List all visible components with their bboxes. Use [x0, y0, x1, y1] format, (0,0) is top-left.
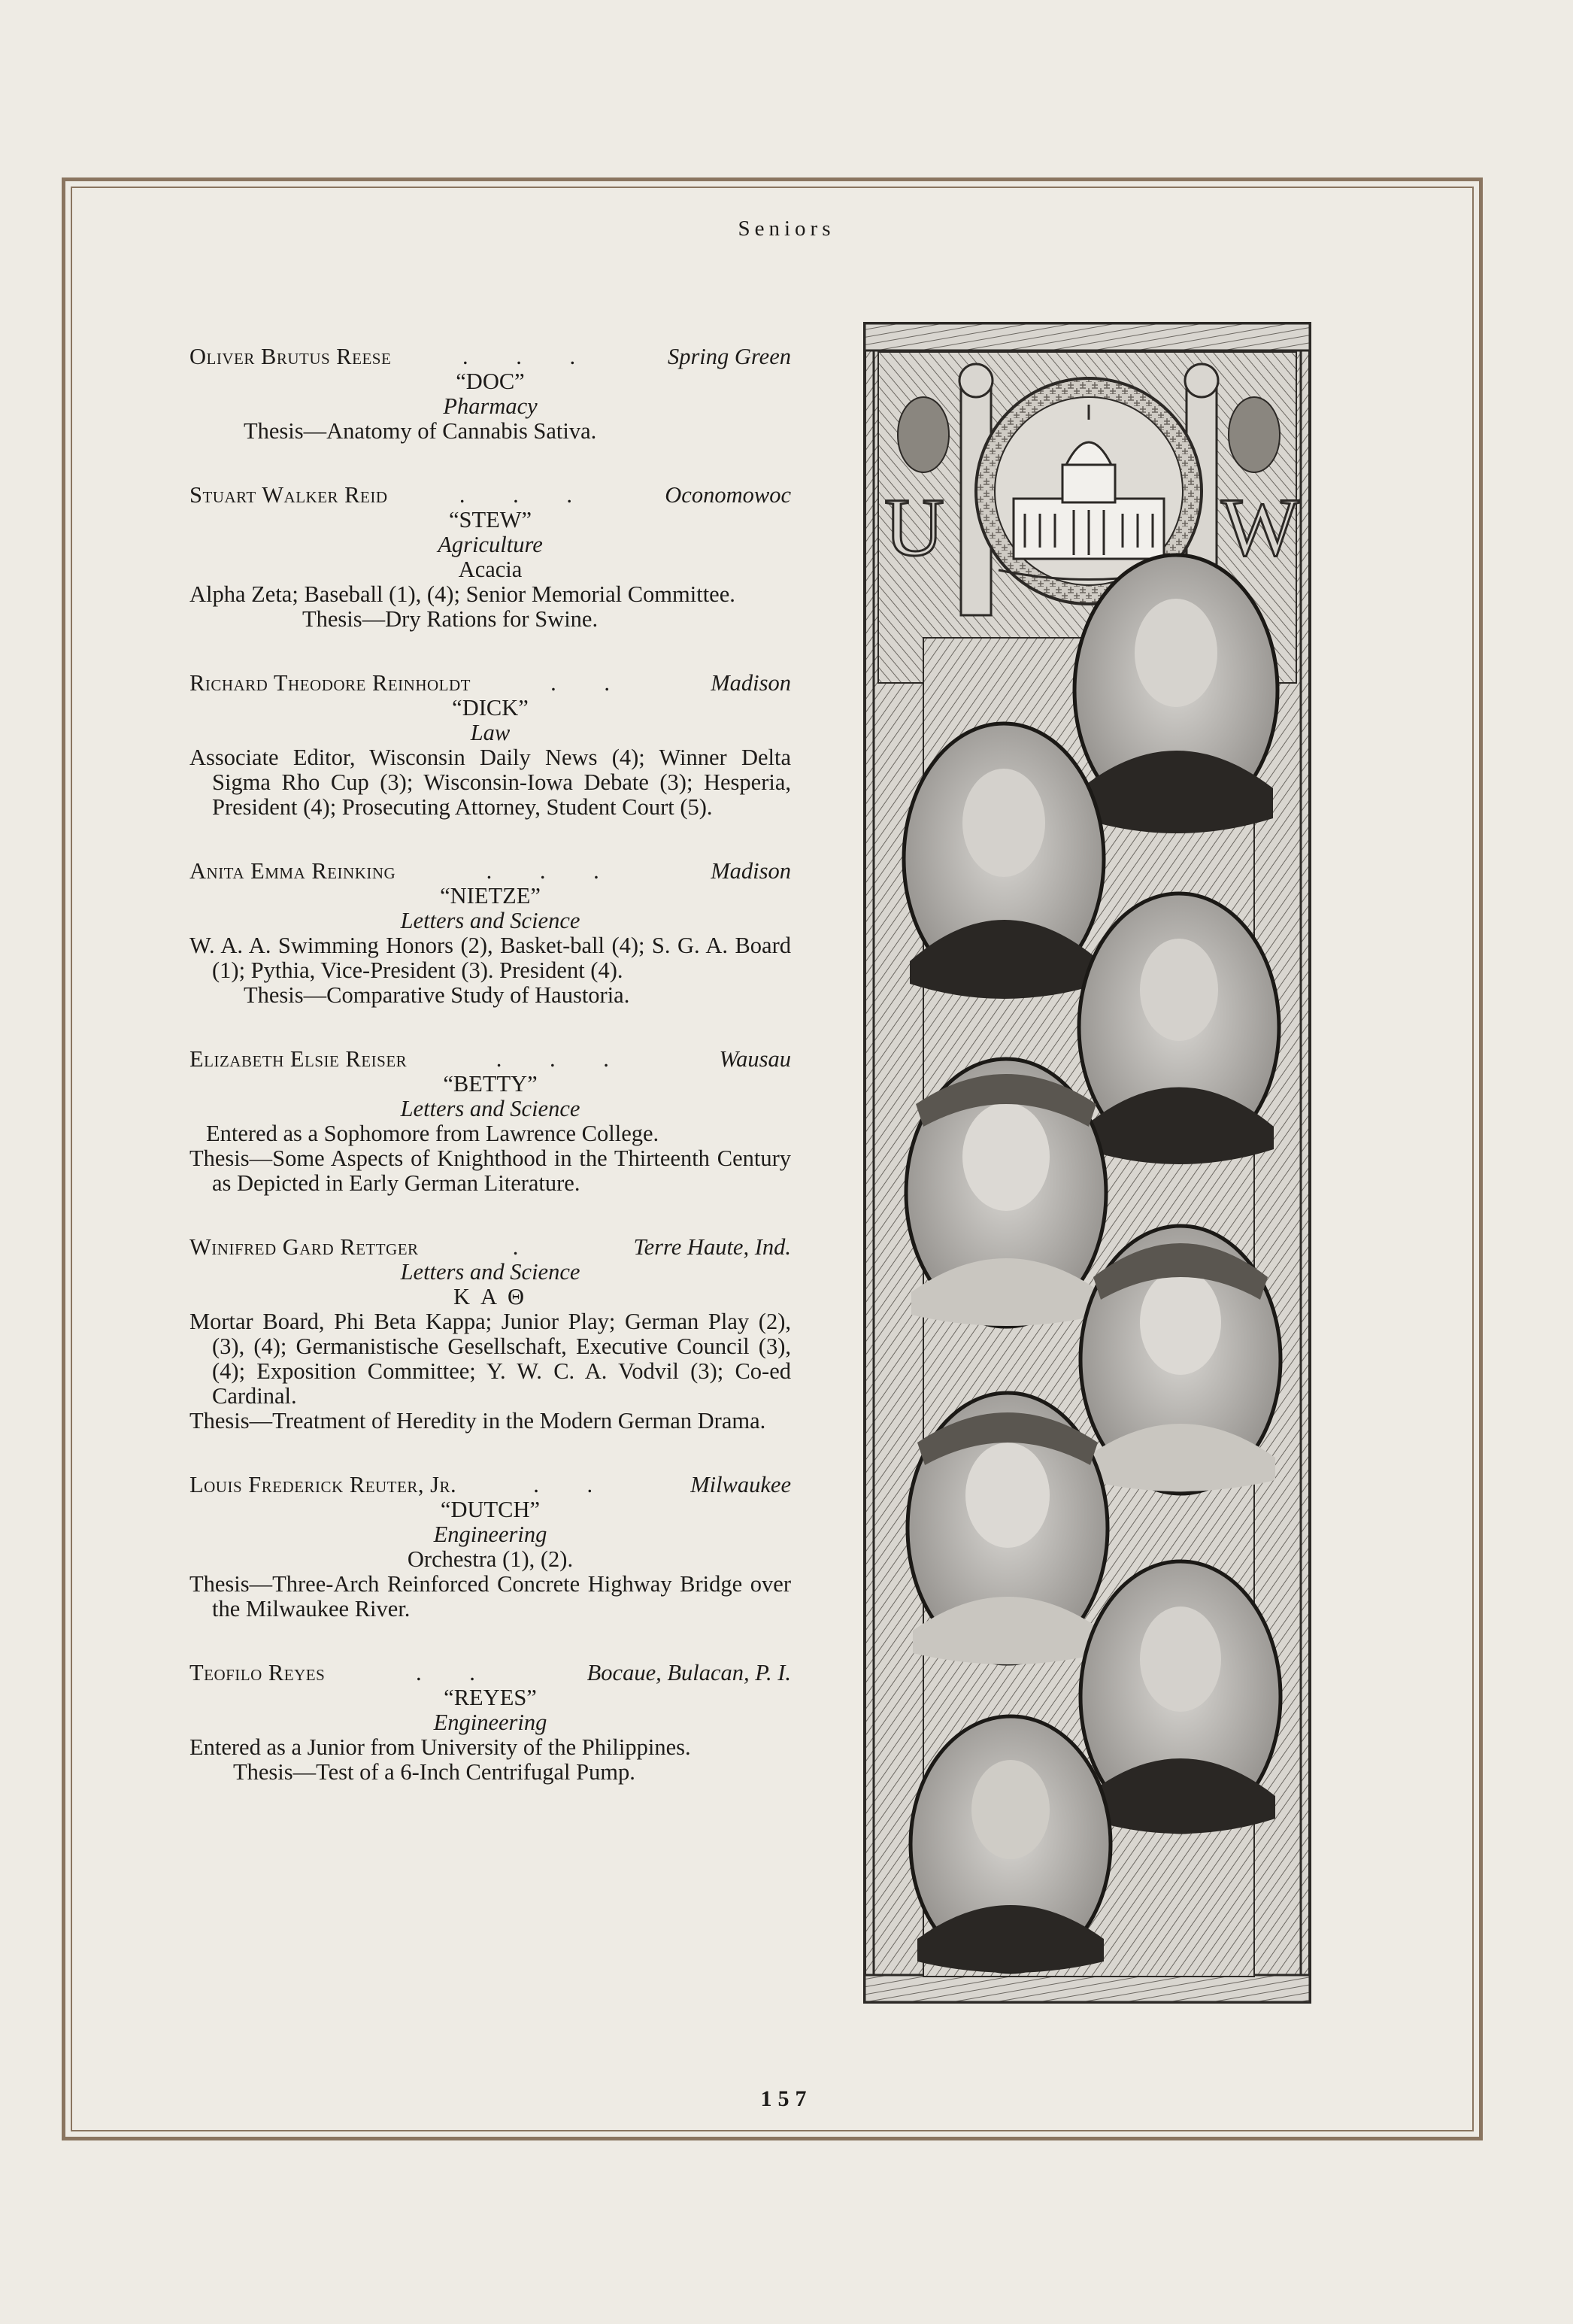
leader-dots: . . .: [459, 482, 593, 508]
senior-entry: [189, 859, 791, 1008]
activities: Alpha Zeta; Baseball (1), (4); Senior Memorial Committee.: [189, 581, 735, 607]
senior-entry: [189, 1661, 791, 1785]
nickname: “BETTY”: [443, 1071, 538, 1097]
hometown: Milwaukee: [690, 1472, 791, 1497]
course: Letters and Science: [400, 1259, 580, 1285]
fraternity: K A Θ: [453, 1284, 527, 1309]
portrait-photo: [908, 1393, 1108, 1664]
course: Letters and Science: [400, 1096, 580, 1121]
course: Engineering: [433, 1710, 547, 1735]
nickname: “NIETZE”: [440, 883, 541, 909]
leader-dots: . .: [550, 670, 632, 696]
fraternity: Acacia: [458, 557, 523, 582]
portrait-photo: [904, 724, 1104, 999]
thesis: Thesis—Three-Arch Reinforced Concrete Highway Bridge over the Milwaukee River.: [189, 1571, 791, 1622]
hometown: Spring Green: [667, 344, 791, 369]
senior-name: Stuart Walker Reid: [189, 482, 388, 508]
senior-entries: [189, 344, 791, 1824]
hometown: Bocaue, Bulacan, P. I.: [586, 1660, 791, 1685]
portrait-photo: [911, 1716, 1111, 1973]
course: Letters and Science: [400, 908, 580, 933]
activities: Associate Editor, Wisconsin Daily News (4); Winner Delta Sigma Rho Cup (3); Wisconsin-Iowa Debate (3); Hesperia, President (4); Prosecuting Attorney, Student Court (5).: [189, 745, 791, 820]
portrait-photo: [1080, 1226, 1281, 1494]
senior-entry: [189, 483, 791, 632]
senior-name: Louis Frederick Reuter, Jr.: [189, 1472, 457, 1497]
senior-entry: [189, 344, 791, 444]
portrait-photo: [1080, 1561, 1281, 1834]
leader-dots: .: [512, 1234, 540, 1260]
entered-note: Entered as a Sophomore from Lawrence College.: [206, 1121, 659, 1146]
course: Agriculture: [438, 532, 543, 557]
senior-name: Elizabeth Elsie Reiser: [189, 1046, 408, 1072]
thesis: Thesis—Dry Rations for Swine.: [302, 606, 599, 632]
senior-name: Teofilo Reyes: [189, 1660, 326, 1685]
leader-dots: . . .: [486, 858, 620, 884]
portrait-photo: [1074, 555, 1277, 833]
hometown: Madison: [711, 670, 791, 696]
leader-dots: . .: [416, 1660, 496, 1685]
page-number: 157: [760, 2086, 813, 2111]
senior-name: Richard Theodore Reinholdt: [189, 670, 471, 696]
senior-entry: [189, 1235, 791, 1434]
course: Pharmacy: [443, 393, 538, 419]
monogram-right: W: [1221, 481, 1299, 573]
senior-entry: [189, 671, 791, 820]
senior-entry: [189, 1473, 791, 1622]
thesis: Thesis—Comparative Study of Haustoria.: [244, 982, 630, 1008]
entered-note: Entered as a Junior from University of the Philippines.: [189, 1734, 691, 1760]
portrait-photo: [906, 1059, 1106, 1327]
hometown: Terre Haute, Ind.: [633, 1234, 791, 1260]
course: Engineering: [433, 1522, 547, 1547]
activities: W. A. A. Swimming Honors (2), Basket-ball (4); S. G. A. Board (1); Pythia, Vice-President (3). President (4).: [189, 933, 791, 983]
nickname: “STEW”: [448, 507, 532, 532]
senior-name: Anita Emma Reinking: [189, 858, 396, 884]
thesis: Thesis—Some Aspects of Knighthood in the Thirteenth Century as Depicted in Early German Literature.: [189, 1145, 791, 1196]
portrait-panel: [863, 322, 1311, 2004]
thesis: Thesis—Treatment of Heredity in the Modern German Drama.: [189, 1408, 766, 1434]
hometown: Madison: [711, 858, 791, 884]
nickname: “DUTCH”: [440, 1497, 541, 1522]
nickname: “REYES”: [444, 1685, 537, 1710]
leader-dots: . . .: [496, 1046, 630, 1072]
hometown: Wausau: [719, 1046, 791, 1072]
portrait-photo: [1079, 893, 1279, 1164]
course: Law: [470, 720, 511, 745]
thesis: Thesis—Anatomy of Cannabis Sativa.: [244, 418, 597, 444]
nickname: “DICK”: [452, 695, 529, 721]
running-head: Seniors: [738, 217, 835, 241]
senior-entry: [189, 1047, 791, 1196]
nickname: “DOC”: [456, 369, 525, 394]
activities: Mortar Board, Phi Beta Kappa; Junior Play; German Play (2), (3), (4); Germanistische Gesellschaft, Executive Council (3), (4); Exposition Committee; Y. W. C. A. Vodvil (3); Co-ed Cardinal.: [189, 1309, 791, 1409]
senior-name: Winifred Gard Rettger: [189, 1234, 419, 1260]
activities: Orchestra (1), (2).: [407, 1546, 574, 1572]
hometown: Oconomowoc: [665, 482, 791, 508]
leader-dots: . . .: [462, 344, 597, 369]
thesis: Thesis—Test of a 6-Inch Centrifugal Pump.: [233, 1759, 635, 1785]
senior-name: Oliver Brutus Reese: [189, 344, 392, 369]
leader-dots: . .: [533, 1472, 614, 1497]
monogram-left: U: [884, 481, 944, 573]
